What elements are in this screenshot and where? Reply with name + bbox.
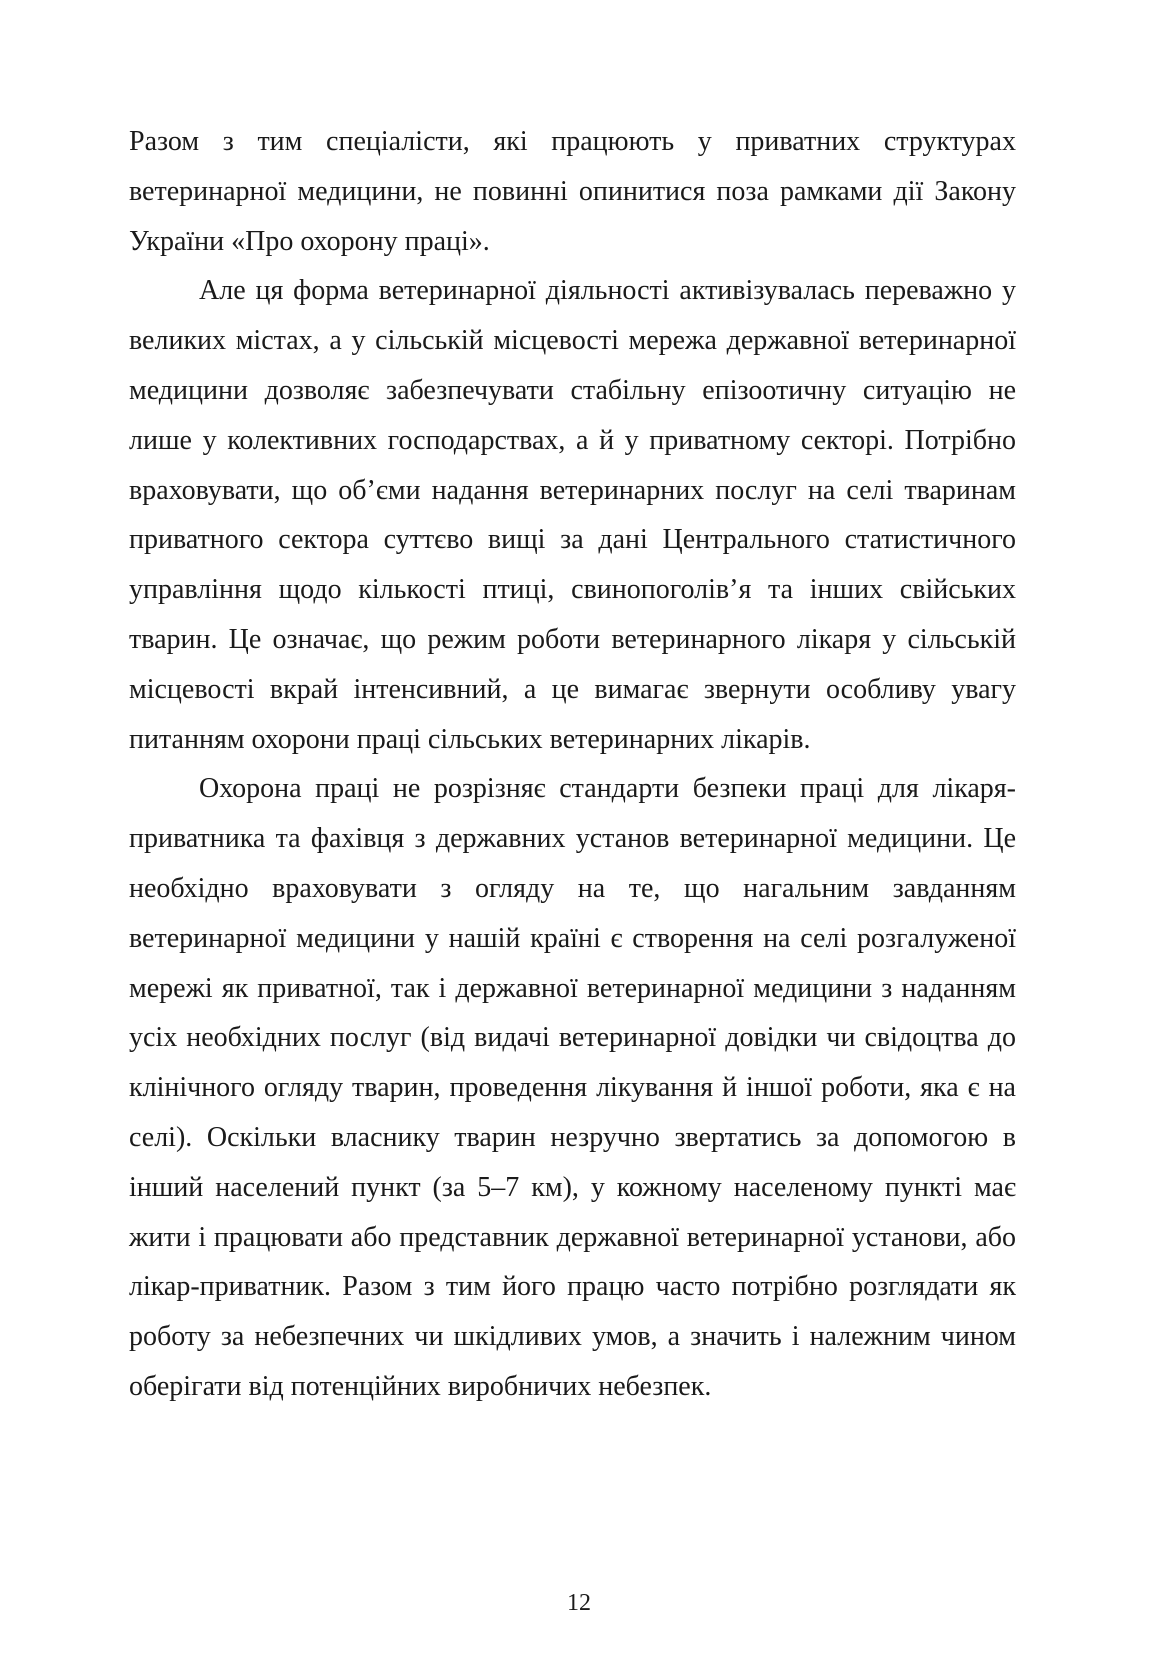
page-number: 12 (567, 1590, 591, 1616)
body-text (129, 117, 1016, 1412)
paragraph: Але ця форма ветеринарної діяльності активізувалась переважно у великих містах, а у сільській місцевості мережа державної ветеринарної медицини дозволяє забезпечувати стабільну епізоотичну ситуацію не лише у колективних господарствах, а й у приватному секторі. Потрібно враховувати, що об’єми надання ветеринарних послуг на селі тваринам приватного сектора суттєво вищі за дані Центрального статистичного управління щодо кількості птиці, свинопоголів’я та інших свійських тварин. Це означає, що режим роботи ветеринарного лікаря у сільській місцевості вкрай інтенсивний, а це вимагає звернути особливу увагу питанням охорони праці сільських ветеринарних лікарів. (129, 275, 1016, 755)
paragraph-continuation: Разом з тим спеціалісти, які працюють у приватних структурах ветеринарної медицини, не повинні опинитися поза рамками дії Закону України «Про охорону праці». (129, 126, 1016, 257)
paragraph: Охорона праці не розрізняє стандарти безпеки праці для лікаря-приватника та фахівця з державних установ ветеринарної медицини. Це необхідно враховувати з огляду на те, що нагальним завданням ветеринарної медицини у нашій країні є створення на селі розгалуженої мережі як приватної, так і державної ветеринарної медицини з наданням усіх необхідних послуг (від видачі ветеринарної довідки чи свідоцтва до клінічного огляду тварин, проведення лікування й іншої роботи, яка є на селі). Оскільки власнику тварин незручно звертатись за допомогою в інший населений пункт (за 5–7 км), у кожному населеному пункті має жити і працювати або представник державної ветеринарної установи, або лікар-приватник. Разом з тим його працю часто потрібно розглядати як роботу за небезпечних чи шкідливих умов, а значить і належним чином оберігати від потенційних виробничих небезпек. (129, 773, 1016, 1402)
